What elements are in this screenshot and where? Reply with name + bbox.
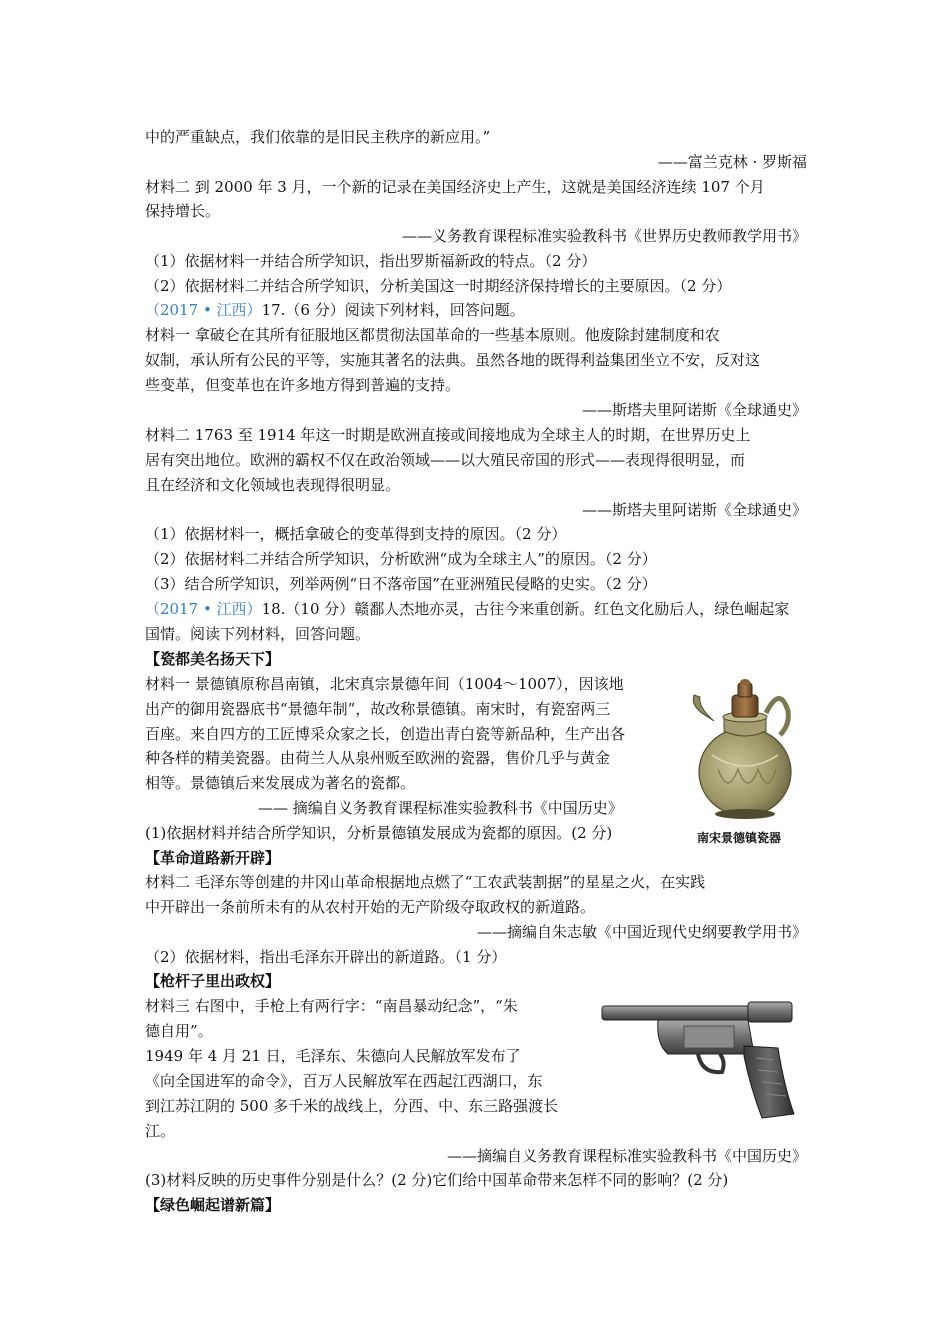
text-line: 材料二 到 2000 年 3 月，一个新的记录在美国经济史上产生，这就是美国经济连续 107 个月 xyxy=(145,178,765,196)
section-heading: 【革命道路新开辟】 xyxy=(145,849,281,867)
question-line: (1)依据材料并结合所学知识，分析景德镇发展成为瓷都的原因。(2 分) xyxy=(145,824,613,842)
text-line: 材料二 毛泽东等创建的井冈山革命根据地点燃了“工农武装割据”的星星之火，在实践 xyxy=(145,873,706,891)
question-line: （2）依据材料二并结合所学知识，分析欧洲“成为全球主人”的原因。（2 分） xyxy=(145,550,657,568)
question-line: （2）依据材料二并结合所学知识，分析美国这一时期经济保持增长的主要原因。（2 分） xyxy=(145,277,732,295)
source-line: ——富兰克林 · 罗斯福 xyxy=(657,153,807,171)
text-line: 中的严重缺点，我们依靠的是旧民主秩序的新应用。” xyxy=(145,128,491,146)
image-caption: 南宋景德镇瓷器 xyxy=(697,831,782,845)
source-line: ——摘编自义务教育课程标准实验教科书《中国历史》 xyxy=(446,1147,807,1165)
section-heading: 【瓷都美名扬天下】 xyxy=(145,650,281,668)
source-line: ——义务教育课程标准实验教科书《世界历史教师教学用书》 xyxy=(401,227,807,245)
text-line: 出产的御用瓷器底书“景德年制”，故改称景德镇。南宋时，有瓷窑两三 xyxy=(145,700,611,718)
question-header xyxy=(145,300,525,320)
text-line: 到江苏江阴的 500 多千米的战线上，分西、中、东三路强渡长 xyxy=(145,1097,559,1115)
text-line: 江。 xyxy=(145,1122,176,1140)
exam-source-tag: （2017 • 江西） xyxy=(145,301,262,319)
section-heading: 【枪杆子里出政权】 xyxy=(145,972,281,990)
text-line: 材料一 景德镇原称昌南镇，北宋真宗景德年间（1004～1007），因该地 xyxy=(145,675,624,693)
text-line: 《向全国进军的命令》，百万人民解放军在西起江西湖口，东 xyxy=(145,1072,543,1090)
source-line: —— 摘编自义务教育课程标准实验教科书《中国历史》 xyxy=(258,799,623,817)
section-heading: 【绿色崛起谱新篇】 xyxy=(145,1196,281,1214)
source-line: ——斯塔夫里阿诺斯《全球通史》 xyxy=(581,501,807,519)
text-line: 材料二 1763 至 1914 年这一时期是欧洲直接或间接地成为全球主人的时期，在世界历史上 xyxy=(145,426,751,444)
question-title: 17.（6 分）阅读下列材料，回答问题。 xyxy=(261,301,525,319)
text-line: 材料一 拿破仑在其所有征服地区都贯彻法国革命的一些基本原则。他废除封建制度和农 xyxy=(145,326,720,344)
question-line: （1）依据材料一并结合所学知识，指出罗斯福新政的特点。（2 分） xyxy=(145,252,597,270)
question-line: （1）依据材料一，概括拿破仑的变革得到支持的原因。（2 分） xyxy=(145,525,567,543)
question-title: 18.（10 分）赣鄱人杰地亦灵，古往今来重创新。红色文化励后人，绿色崛起家 xyxy=(261,600,790,618)
source-line: ——摘编自朱志敏《中国近现代史纲要教学用书》 xyxy=(476,923,807,941)
text-line: 奴制，承认所有公民的平等，实施其著名的法典。虽然各地的既得利益集团坐立不安，反对这 xyxy=(145,351,761,369)
source-line: ——斯塔夫里阿诺斯《全球通史》 xyxy=(581,401,807,419)
question-line: （2）依据材料，指出毛泽东开辟出的新道路。（1 分） xyxy=(145,948,507,966)
exam-source-tag: （2017 • 江西） xyxy=(145,600,262,618)
text-line: 且在经济和文化领域也表现得很明显。 xyxy=(145,476,401,494)
text-line: 相等。景德镇后来发展成为著名的瓷都。 xyxy=(145,774,416,792)
question-line: （3）结合所学知识，列举两例“日不落帝国”在亚洲殖民侵略的史实。（2 分） xyxy=(145,575,657,593)
text-line: 1949 年 4 月 21 日，毛泽东、朱德向人民解放军发布了 xyxy=(145,1047,521,1065)
porcelain-ewer-image xyxy=(688,677,803,822)
text-line: 保持增长。 xyxy=(145,202,221,220)
text-line: 材料三 右图中，手枪上有两行字：“南昌暴动纪念”，“朱 xyxy=(145,997,518,1015)
question-header xyxy=(145,599,789,619)
text-line: 些变革，但变革也在许多地方得到普遍的支持。 xyxy=(145,376,461,394)
pistol-image xyxy=(598,996,800,1122)
text-line: 德自用”。 xyxy=(145,1022,213,1040)
text-line: 居有突出地位。欧洲的霸权不仅在政治领域——以大殖民帝国的形式——表现得很明显，而 xyxy=(145,451,746,469)
text-line: 种各样的精美瓷器。由荷兰人从泉州贩至欧洲的瓷器，售价几乎与黄金 xyxy=(145,749,611,767)
text-line: 百座。来自四方的工匠博采众家之长，创造出青白瓷等新品种，生产出各 xyxy=(145,725,626,743)
text-line: 国情。阅读下列材料，回答问题。 xyxy=(145,625,371,643)
question-line: (3)材料反映的历史事件分别是什么？(2 分)它们给中国革命带来怎样不同的影响？(2 分) xyxy=(145,1171,729,1189)
text-line: 中开辟出一条前所未有的从农村开始的无产阶级夺取政权的新道路。 xyxy=(145,898,596,916)
